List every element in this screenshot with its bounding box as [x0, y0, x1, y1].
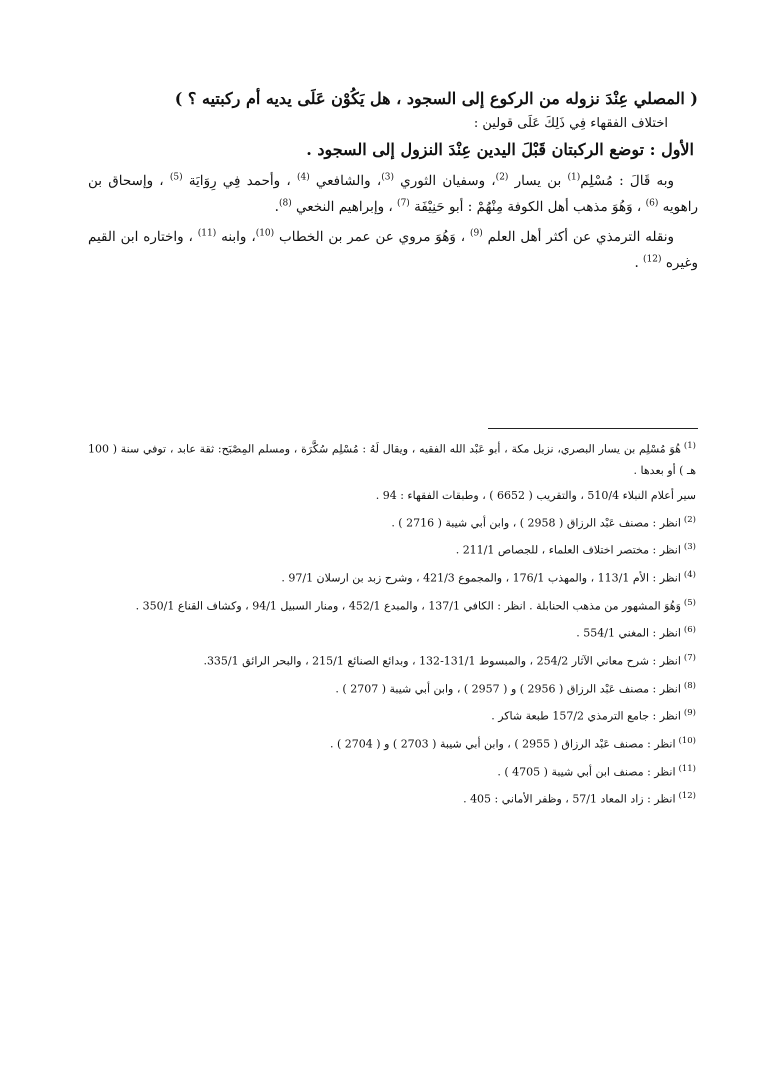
- footnote-number: (4): [683, 569, 696, 580]
- footnote-7: [88, 648, 696, 672]
- footnote-ref: (6): [645, 198, 659, 209]
- footnote-ref: (9): [470, 228, 483, 239]
- page-title: ( المصلي عِنْدَ نزوله من الركوع إلى السجود ، هل يَكُوْن عَلَى يديه أم ركبتيه ؟ ): [174, 89, 698, 108]
- footnote-number: (9): [683, 708, 696, 719]
- footnote-number: (5): [683, 597, 696, 608]
- footnote-3: [88, 537, 696, 561]
- footnote-number: (3): [683, 542, 696, 553]
- para1-text: ، وَهُوَ مذهب أهل الكوفة مِنْهُمْ : أبو حَنِيْفَة: [409, 199, 646, 215]
- para2-text: .: [634, 255, 644, 271]
- main-text: [88, 86, 698, 276]
- footnote-text: انظر : زاد المعاد 57/1 ، وظفر الأماني : 405 .: [463, 792, 676, 806]
- footnote-9: [88, 703, 696, 727]
- footnote-text: وَهُوَ المشهور من مذهب الحنابلة . انظر : الكافي 137/1 ، والمبدع 452/1 ، ومنار السبيل 94/1 ، وكشاف القناع 350/1 .: [135, 599, 681, 613]
- footnote-number: (7): [683, 652, 696, 663]
- footnote-ref: (8): [278, 198, 292, 209]
- footnote-ref: (2): [495, 172, 509, 183]
- para2-text: ، وَهُوَ مروي عن عمر بن الخطاب: [274, 229, 470, 245]
- para1-text: ، وإسحاق بن راهويه: [88, 173, 698, 215]
- paragraph-2: [88, 224, 698, 276]
- footnote-text: انظر : مصنف عَبْد الرزاق ( 2955 ) ، وابن أبي شيبة ( 2703 ) و ( 2704 ) .: [330, 737, 676, 751]
- para1-text: وبه قَالَ : مُسْلِم: [580, 173, 674, 189]
- para1-text: .: [274, 199, 279, 215]
- footnote-ref: (3): [381, 172, 394, 183]
- footnote-ref: (11): [197, 228, 217, 239]
- para2-text: ، واختاره ابن القيم وغيره: [88, 229, 698, 271]
- footnote-number: (8): [683, 680, 696, 691]
- footnote-number: (12): [678, 791, 696, 802]
- footnote-ref: (12): [643, 254, 662, 265]
- footnotes: [88, 436, 696, 814]
- footnote-text: انظر : مصنف عَبْد الرزاق ( 2956 ) و ( 2957 ) ، وابن أبي شيبة ( 2707 ) .: [335, 682, 681, 696]
- footnote-10: [88, 731, 696, 755]
- footnote-number: (11): [678, 763, 696, 774]
- footnote-number: (1): [683, 441, 696, 451]
- intro-line: اختلاف الفقهاء فِي ذَلِكَ عَلَى قولين :: [473, 116, 668, 131]
- footnote-text: سير أعلام النبلاء 510/4 ، والتقريب ( 6652 ) ، وطبقات الفقهاء : 94 .: [375, 488, 696, 502]
- footnote-ref: (7): [397, 198, 410, 209]
- footnote-text: انظر : المغني 554/1 .: [576, 626, 681, 640]
- footnote-number: (2): [683, 514, 696, 525]
- footnote-ref: (5): [169, 172, 183, 183]
- footnote-8: [88, 676, 696, 700]
- footnote-text: انظر : الأم 113/1 ، والمهذب 176/1 ، والمجموع 421/3 ، وشرح زبد بن ارسلان 97/1 .: [281, 571, 681, 585]
- para2-text: ، وابنه: [216, 229, 256, 245]
- footnote-number: (6): [683, 625, 696, 636]
- para1-text: ، وإبراهيم النخعي: [291, 199, 398, 215]
- section-heading: الأول : توضع الركبتان قَبْلَ اليدين عِنْدَ النزول إلى السجود .: [306, 140, 694, 159]
- footnote-11: [88, 759, 696, 783]
- footnote-text: انظر : مصنف ابن أبي شيبة ( 4705 ) .: [497, 765, 676, 779]
- footnote-ref: (1): [567, 172, 581, 183]
- footnote-12: [88, 786, 696, 810]
- footnote-1-continued: [88, 485, 696, 506]
- footnote-4: [88, 565, 696, 589]
- footnote-text: انظر : شرح معاني الآثار 254/2 ، والمبسوط 131/1-132 ، وبدائع الصنائع 215/1 ، والبحر الرائق 335/1.: [203, 654, 681, 668]
- para1-text: ، والشافعي: [309, 173, 382, 189]
- para1-text: بن يسار: [508, 173, 568, 189]
- footnote-text: هُوَ مُسْلِم بن يسار البصري، نزيل مكة ، أبو عَبْد الله الفقيه ، ويقال لَهُ : مُسْلِم سُكَّرَة ، ومسلم المِصْبَح: ثقة عابد ، توفي سنة ( 100 هـ ) أو بعدها .: [88, 442, 696, 477]
- para2-text: ونقله الترمذي عن أكثر أهل العلم: [482, 229, 675, 245]
- para1-text: ، وسفيان الثوري: [393, 173, 496, 189]
- footnote-number: (10): [678, 735, 696, 746]
- footnote-1: [88, 436, 696, 481]
- footnote-ref: (4): [296, 172, 310, 183]
- footnote-6: [88, 620, 696, 644]
- footnote-2: [88, 510, 696, 534]
- footnote-text: انظر : جامع الترمذي 157/2 طبعة شاكر .: [491, 709, 681, 723]
- para1-text: ، وأحمد فِي رِوَايَة: [182, 173, 297, 189]
- footnote-separator: [488, 428, 698, 429]
- footnote-text: انظر : مصنف عَبْد الرزاق ( 2958 ) ، وابن أبي شيبة ( 2716 ) .: [391, 516, 681, 530]
- paragraph-1: [88, 168, 698, 220]
- footnote-ref: (10): [255, 228, 275, 239]
- footnote-5: [88, 593, 696, 617]
- footnote-text: انظر : مختصر اختلاف العلماء ، للجصاص 211/1 .: [455, 543, 681, 557]
